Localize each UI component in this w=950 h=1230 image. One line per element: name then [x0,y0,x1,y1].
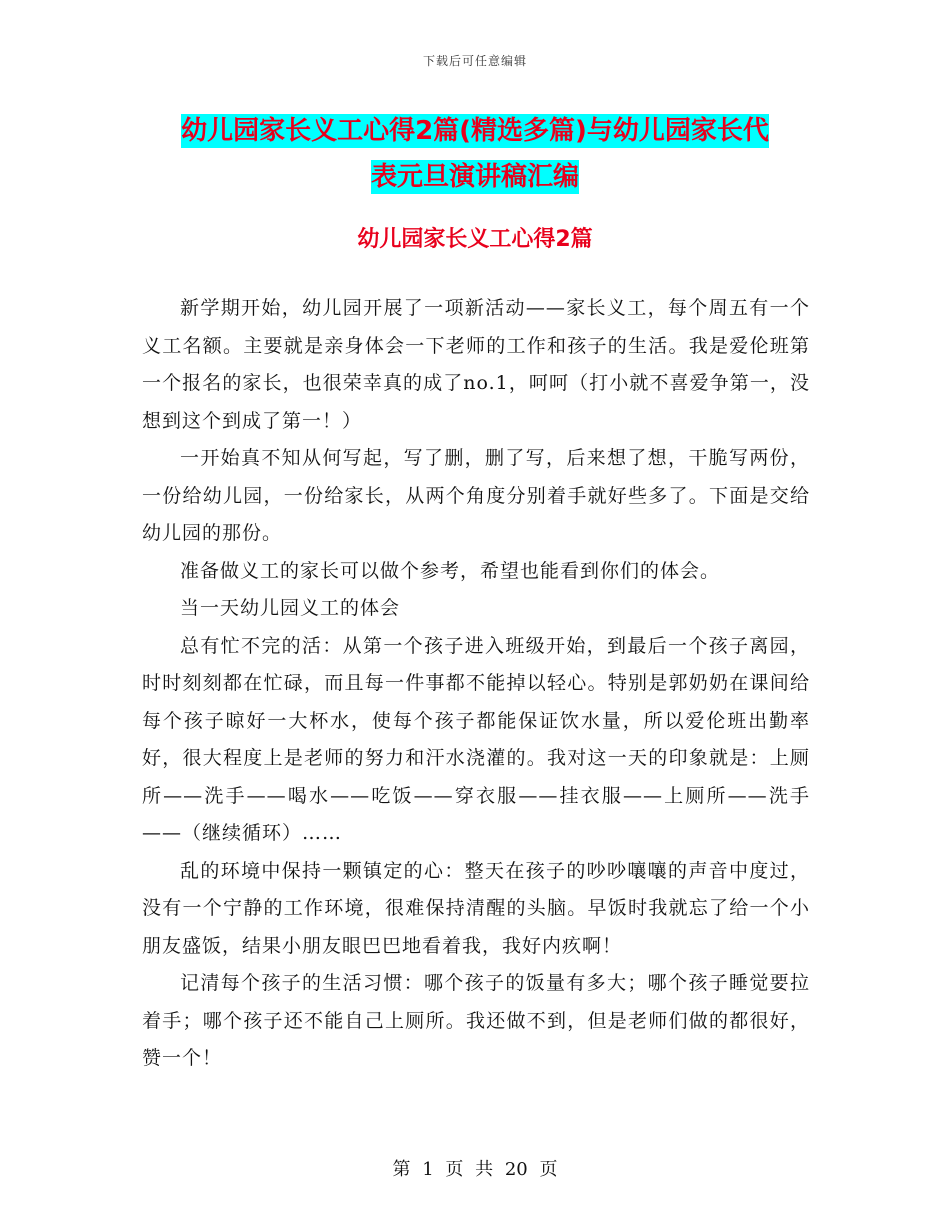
page-number: 第 1 页 共 20 页 [392,1159,558,1180]
document-title [140,108,810,200]
paragraph: 准备做义工的家长可以做个参考，希望也能看到你们的体会。 [180,559,721,582]
download-note: 下载后可任意编辑 [422,54,527,68]
paragraph: 一开始真不知从何写起，写了删，删了写，后来想了想，干脆写两份，一份给幼儿园，一份给家长，从两个角度分别着手就好些多了。下面是交给幼儿园的那份。 [142,447,810,544]
document-body [142,290,810,1078]
section-title: 幼儿园家长义工心得2篇 [357,227,593,252]
title-line-1: 幼儿园家长义工心得2篇(精选多篇)与幼儿园家长代 [181,116,769,146]
paragraph: 总有忙不完的活：从第一个孩子进入班级开始，到最后一个孩子离园，时时刻刻都在忙碌，而且每一件事都不能掉以轻心。特别是郭奶奶在课间给每个孩子晾好一大杯水，使每个孩子都能保证饮水量，所以爱伦班出勤率好，很大程度上是老师的努力和汗水浇灌的。我对这一天的印象就是：上厕所——洗手——喝水——吃饭——穿衣服——挂衣服——上厕所——洗手——（继续循环）…… [142,634,810,844]
paragraph: 乱的环境中保持一颗镇定的心：整天在孩子的吵吵嚷嚷的声音中度过，没有一个宁静的工作环境，很难保持清醒的头脑。早饭时我就忘了给一个小朋友盛饭，结果小朋友眼巴巴地看着我，我好内疚啊！ [142,859,810,957]
paragraph: 记清每个孩子的生活习惯：哪个孩子的饭量有多大；哪个孩子睡觉要拉着手；哪个孩子还不能自己上厕所。我还做不到，但是老师们做的都很好，赞一个！ [142,972,810,1069]
title-line-2: 表元旦演讲稿汇编 [370,162,579,192]
paragraph: 当一天幼儿园义工的体会 [180,597,401,619]
paragraph: 新学期开始，幼儿园开展了一项新活动——家长义工，每个周五有一个义工名额。主要就是亲身体会一下老师的工作和孩子的生活。我是爱伦班第一个报名的家长，也很荣幸真的成了no.1，呵呵（打小就不喜爱争第一，没想到这个到成了第一！） [142,297,810,432]
